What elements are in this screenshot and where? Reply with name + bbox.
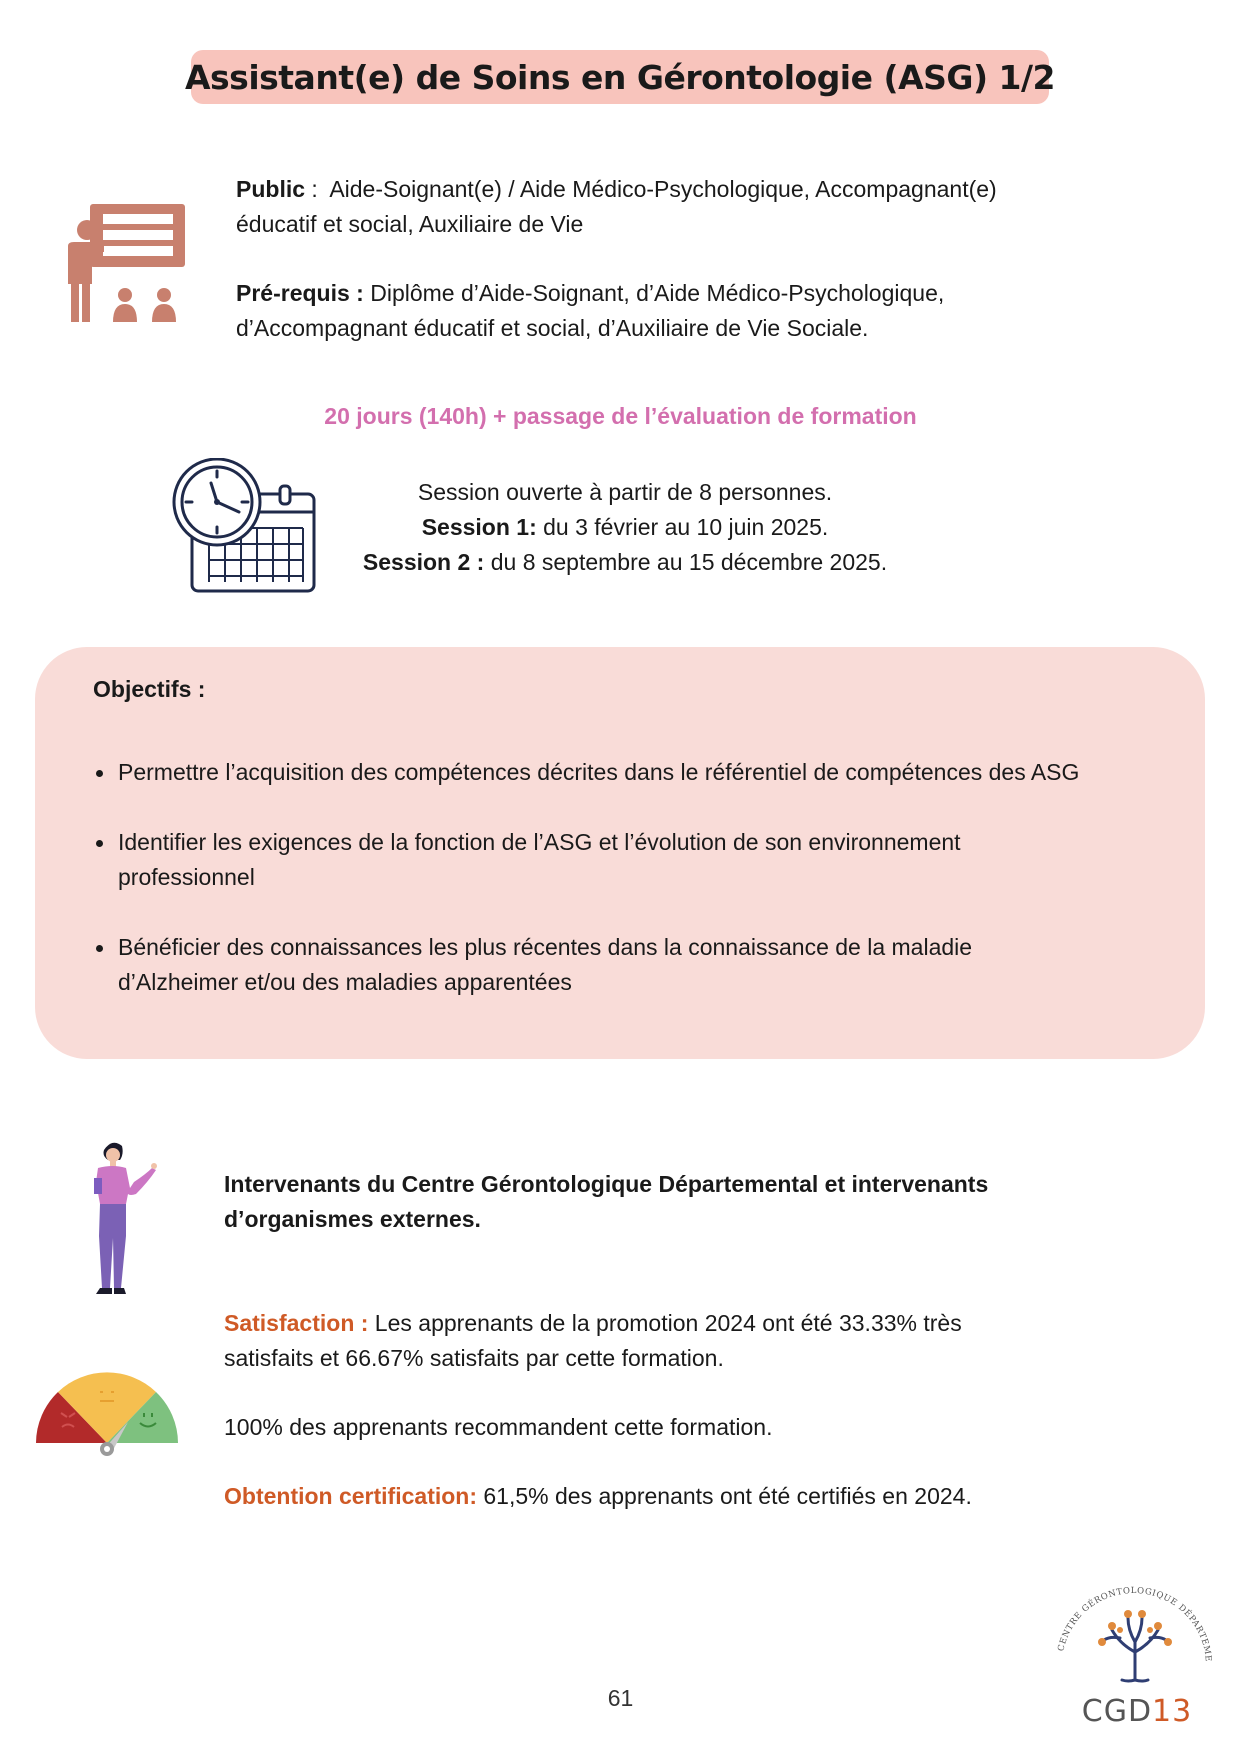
objective-item: [93, 755, 1183, 790]
public-text-2: éducatif et social, Auxiliaire de Vie: [236, 211, 584, 237]
prerequis-text-2: d’Accompagnant éducatif et social, d’Auxiliaire de Vie Sociale.: [236, 315, 869, 341]
public-text-1: Aide-Soignant(e) / Aide Médico-Psychologique, Accompagnant(e): [329, 176, 997, 202]
sessions-intro: Session ouverte à partir de 8 personnes.: [417, 479, 833, 505]
cgd13-logo: [1050, 1570, 1220, 1740]
satisfaction-label: Satisfaction :: [224, 1310, 369, 1336]
public-block: [236, 172, 1136, 242]
public-label: Public: [236, 176, 306, 202]
objective-text: Bénéficier des connaissances les plus récentes dans la connaissance de la maladie d’Alzheimer et/ou des maladies apparentées: [118, 934, 973, 995]
bullet-icon: [96, 840, 103, 847]
logo-ring-text: CENTRE GÉRONTOLOGIQUE DÉPARTEME: [1056, 1585, 1213, 1663]
bullet-icon: [96, 770, 103, 777]
satisfaction-line-1: [224, 1306, 1204, 1341]
prerequis-text-1: Diplôme d’Aide-Soignant, d’Aide Médico-Psychologique,: [363, 280, 945, 306]
objective-text: Identifier les exigences de la fonction de l’ASG et l’évolution de son environnement professionnel: [118, 829, 961, 890]
prerequis-line-1: [236, 276, 1136, 311]
session-1-label: Session 1:: [421, 514, 537, 540]
page-number: 61: [607, 1685, 634, 1711]
certification-block: [224, 1479, 1204, 1514]
satisfaction-text-1: Les apprenants de la promotion 2024 ont été 33.33% très: [368, 1310, 962, 1336]
recommend-text: 100% des apprenants recommandent cette formation.: [224, 1414, 773, 1440]
intervenants-block: [224, 1167, 1184, 1237]
objective-text: Permettre l’acquisition des compétences décrites dans le référentiel de compétences des ASG: [118, 759, 1080, 785]
prerequis-label: Pré-requis :: [236, 280, 364, 306]
public-separator: :: [305, 176, 330, 202]
public-line-1: [236, 172, 1136, 207]
clock-calendar-icon: [171, 458, 317, 594]
objective-item: [93, 930, 1098, 1000]
page-title: Assistant(e) de Soins en Gérontologie (ASG) 1/2: [185, 57, 1056, 97]
presentation-icon: [64, 202, 188, 324]
session-2-dates: du 8 septembre au 15 décembre 2025.: [484, 549, 888, 575]
bullet-icon: [96, 945, 103, 952]
session-2-label: Session 2 :: [362, 549, 485, 575]
objectives-heading: Objectifs :: [93, 676, 206, 702]
satisfaction-text-2: satisfaits et 66.67% satisfaits par cette formation.: [224, 1345, 724, 1371]
objectives-list: [93, 755, 1183, 1035]
intervenants-line-2: d’organismes externes.: [224, 1206, 481, 1232]
satisfaction-gauge-icon: [34, 1370, 180, 1456]
speaker-woman-icon: [86, 1138, 162, 1298]
prerequis-block: [236, 276, 1136, 346]
certification-text: 61,5% des apprenants ont été certifiés en 2024.: [477, 1483, 972, 1509]
sessions-block: [300, 475, 950, 580]
objective-item: [93, 825, 1098, 895]
title-banner: [185, 50, 1056, 104]
duration-text: 20 jours (140h) + passage de l’évaluation de formation: [324, 403, 917, 429]
certification-label: Obtention certification:: [224, 1483, 477, 1509]
logo-name: CGD13: [1081, 1694, 1193, 1729]
session-1-dates: du 3 février au 10 juin 2025.: [536, 514, 829, 540]
satisfaction-block: [224, 1306, 1204, 1376]
session-2: [300, 545, 950, 580]
session-1: [300, 510, 950, 545]
intervenants-line-1: Intervenants du Centre Gérontologique Départemental et intervenants: [224, 1171, 989, 1197]
